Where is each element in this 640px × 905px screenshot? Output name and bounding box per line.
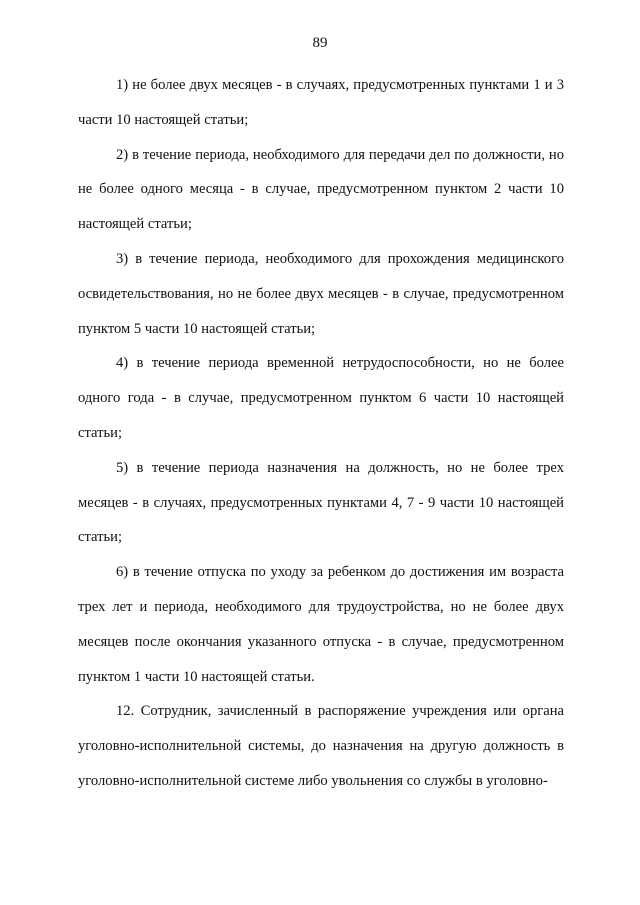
paragraph-item-5: 5) в течение периода назначения на должность, но не более трех месяцев - в случаях, предусмотренных пунктами 4, 7 - 9 части 10 настоящей статьи;: [78, 459, 564, 546]
paragraph-section-12: 12. Сотрудник, зачисленный в распоряжение учреждения или органа уголовно-исполнительной системы, до назначения на другую должность в уголовно-исполнительной системе либо увольнения со службы в уголовно-: [78, 703, 564, 789]
paragraph-item-4: 4) в течение периода временной нетрудоспособности, но не более одного года - в случае, предусмотренном пунктом 6 части 10 настоящей статьи;: [78, 355, 564, 441]
page-number: 89: [312, 35, 328, 51]
paragraph-item-2: 2) в течение периода, необходимого для передачи дел по должности, но не более одного месяца - в случае, предусмотренном пунктом 2 части 10 настоящей статьи;: [78, 146, 564, 233]
paragraph-item-1: 1) не более двух месяцев - в случаях, предусмотренных пунктами 1 и 3 части 10 настоящей статьи;: [78, 77, 564, 128]
paragraph-item-3: 3) в течение периода, необходимого для прохождения медицинского освидетельствования, но не более двух месяцев - в случае, предусмотренном пунктом 5 части 10 настоящей статьи;: [78, 250, 564, 337]
body-text: [78, 68, 564, 799]
paragraph-item-6: 6) в течение отпуска по уходу за ребенком до достижения им возраста трех лет и периода, необходимого для трудоустройства, но не более двух месяцев после окончания указанного отпуска - в случае, предусмотренном пунктом 1 части 10 настоящей статьи.: [78, 564, 564, 685]
